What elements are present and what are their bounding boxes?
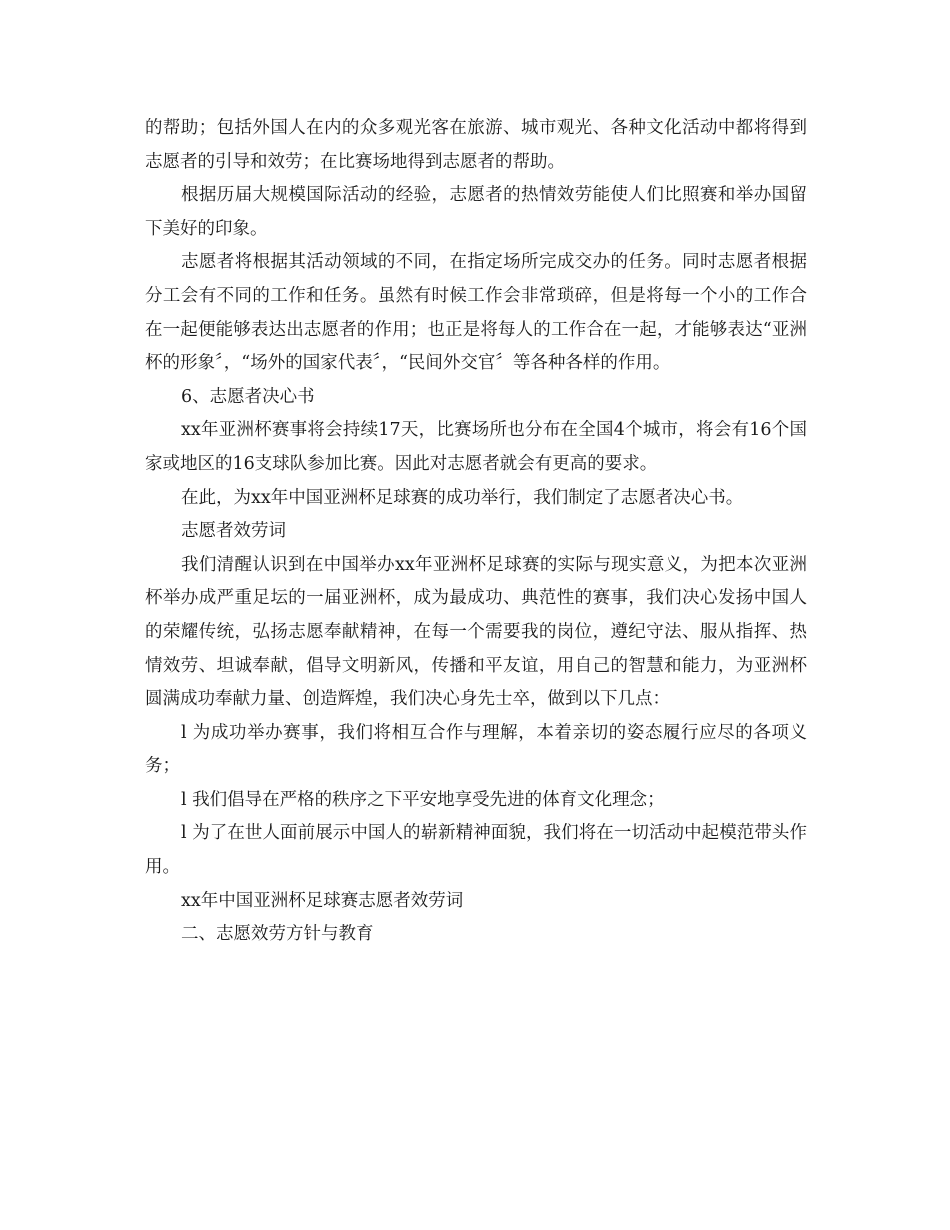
paragraph: xx年亚洲杯赛事将会持续17天，比赛场所也分布在全国4个城市，将会有16个国家或地区的16支球队参加比赛。因此对志愿者就会有更高的要求。 bbox=[145, 420, 807, 474]
list-item: l 为了在世人面前展示中国人的崭新精神面貌，我们将在一切活动中起模范带头作用。 bbox=[145, 823, 807, 878]
paragraph: 在此，为xx年中国亚洲杯足球赛的成功举行，我们制定了志愿者决心书。 bbox=[181, 487, 744, 508]
section-heading: 志愿者效劳词 bbox=[181, 521, 286, 542]
paragraph: xx年中国亚洲杯足球赛志愿者效劳词 bbox=[181, 890, 464, 911]
list-item: l 我们倡导在严格的秩序之下平安地享受先进的体育文化理念； bbox=[181, 789, 665, 810]
paragraph: 的帮助；包括外国人在内的众多观光客在旅游、城市观光、各种文化活动中都将得到志愿者的引导和效劳；在比赛场地得到志愿者的帮助。 bbox=[145, 118, 807, 172]
list-item: l 为成功举办赛事，我们将相互合作与理解，本着亲切的姿态履行应尽的各项义务； bbox=[145, 722, 807, 777]
document-body bbox=[145, 112, 807, 952]
paragraph: 我们清醒认识到在中国举办xx年亚洲杯足球赛的实际与现实意义，为把本次亚洲杯举办成严重足坛的一届亚洲杯，成为最成功、典范性的赛事，我们决心发扬中国人的荣耀传统，弘扬志愿奉献精神，在每一个需要我的岗位，遵纪守法、服从指挥、热情效劳、坦诚奉献，倡导文明新风，传播和平友谊，用自己的智慧和能力，为亚洲杯圆满成功奉献力量、创造辉煌，我们决心身先士卒，做到以下几点： bbox=[145, 554, 807, 710]
section-heading: 二、志愿效劳方针与教育 bbox=[181, 924, 374, 945]
section-heading: 6、志愿者决心书 bbox=[181, 386, 315, 407]
paragraph: 根据历届大规模国际活动的经验，志愿者的热情效劳能使人们比照赛和举办国留下美好的印象。 bbox=[145, 185, 807, 239]
paragraph: 志愿者将根据其活动领域的不同，在指定场所完成交办的任务。同时志愿者根据分工会有不同的工作和任务。虽然有时候工作会非常琐碎，但是将每一个小的工作合在一起便能够表达出志愿者的作用；也正是将每人的工作合在一起，才能够表达“亚洲杯的形象〞，“场外的国家代表〞，“民间外交官〞等各种各样的作用。 bbox=[145, 252, 807, 374]
